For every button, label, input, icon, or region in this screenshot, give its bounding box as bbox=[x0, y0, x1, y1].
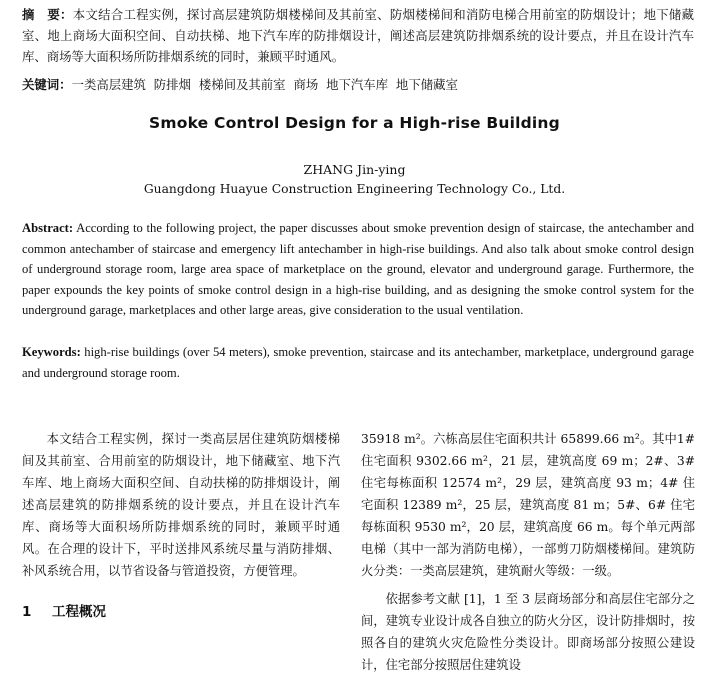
english-keywords-text: high-rise buildings (over 54 meters), smoke prevention, staircase and its antechamber, marketplace, underground garage and underground storage room. bbox=[22, 345, 694, 380]
section-heading bbox=[22, 600, 106, 620]
chinese-keywords bbox=[22, 74, 694, 95]
english-keywords bbox=[22, 342, 694, 383]
english-abstract-text: According to the following project, the paper discusses about smoke prevention design of staircase, the antechamber and common antechamber of staircase and emergency lift antechamber in high-rise buildings. And also talk about smoke control design of underground storage room, large area space of marketplace on the ground, elevator and underground garage. Furthermore, the paper expounds the key points of smoke control design in a high-rise building, and as designing the smoke control system for the underground garage, marketplaces and other large areas, give consideration to the usual ventilation. bbox=[22, 221, 694, 317]
right-column bbox=[361, 428, 695, 676]
design-basis-paragraph: 依据参考文献 [1]，1 至 3 层商场部分和高层住宅部分之间，建筑专业设计成各自独立的防火分区，设计防排烟时，按照各自的建筑火灾危险性分类设计。即商场部分按照公建设计，住宅部分按照居住建筑设 bbox=[361, 592, 695, 672]
chinese-keywords-text: 一类高层建筑 防排烟 楼梯间及其前室 商场 地下汽车库 地下储藏室 bbox=[71, 77, 458, 92]
chinese-abstract bbox=[22, 4, 694, 67]
english-title: Smoke Control Design for a High-rise Building bbox=[149, 114, 560, 132]
author-name: ZHANG Jin-ying bbox=[303, 162, 406, 177]
chinese-abstract-text: 本文结合工程实例，探讨高层建筑防烟楼梯间及其前室、防烟楼梯间和消防电梯合用前室的防烟设计；地下储藏室、地上商场大面积空间、自动扶梯、地下汽车库的防排烟设计，阐述高层建筑防排烟系统的设计要点，并且在设计汽车库、商场等大面积场所防排烟系统的同时，兼顾平时通风。 bbox=[22, 7, 695, 64]
section-title: 工程概况 bbox=[52, 604, 106, 620]
project-overview-paragraph: 35918 m²。六栋高层住宅面积共计 65899.66 m²。其中1# 住宅面积 9302.66 m²，21 层，建筑高度 69 m；2#、3# 住宅每栋面积 12574 m²，29 层，建筑高度 93 m；4# 住宅面积 12389 m²，25 层，建筑高度 81 m；5#、6# 住宅每栋面积 9530 m²，20 层，建筑高度 66 m。每个单元两部电梯（其中一部为消防电梯），一部剪刀防烟楼梯间。建筑防火分类：一类高层建筑，建筑耐火等级：一级。 bbox=[361, 432, 695, 578]
english-keywords-label: Keywords: bbox=[22, 345, 81, 359]
author-affiliation: Guangdong Huayue Construction Engineering Technology Co., Ltd. bbox=[143, 182, 566, 196]
chinese-keywords-label: 关键词： bbox=[22, 77, 72, 92]
english-abstract-label: Abstract: bbox=[22, 221, 74, 235]
section-number: 1 bbox=[22, 604, 32, 620]
left-column bbox=[22, 428, 340, 582]
english-abstract bbox=[22, 218, 694, 321]
intro-paragraph: 本文结合工程实例，探讨一类高层居住建筑防烟楼梯间及其前室、合用前室的防烟设计，地下储藏室、地下汽车库、地上商场大面积空间、自动扶梯的防排烟设计，阐述高层建筑的防排烟系统的设计要点，并且在设计汽车库、商场等大面积场所防排烟系统的同时，兼顾平时通风。在合理的设计下，平时送排风系统尽量与消防排烟、补风系统合用，以节省设备与管道投资，方便管理。 bbox=[22, 432, 340, 578]
chinese-abstract-label: 摘 要： bbox=[22, 7, 73, 22]
